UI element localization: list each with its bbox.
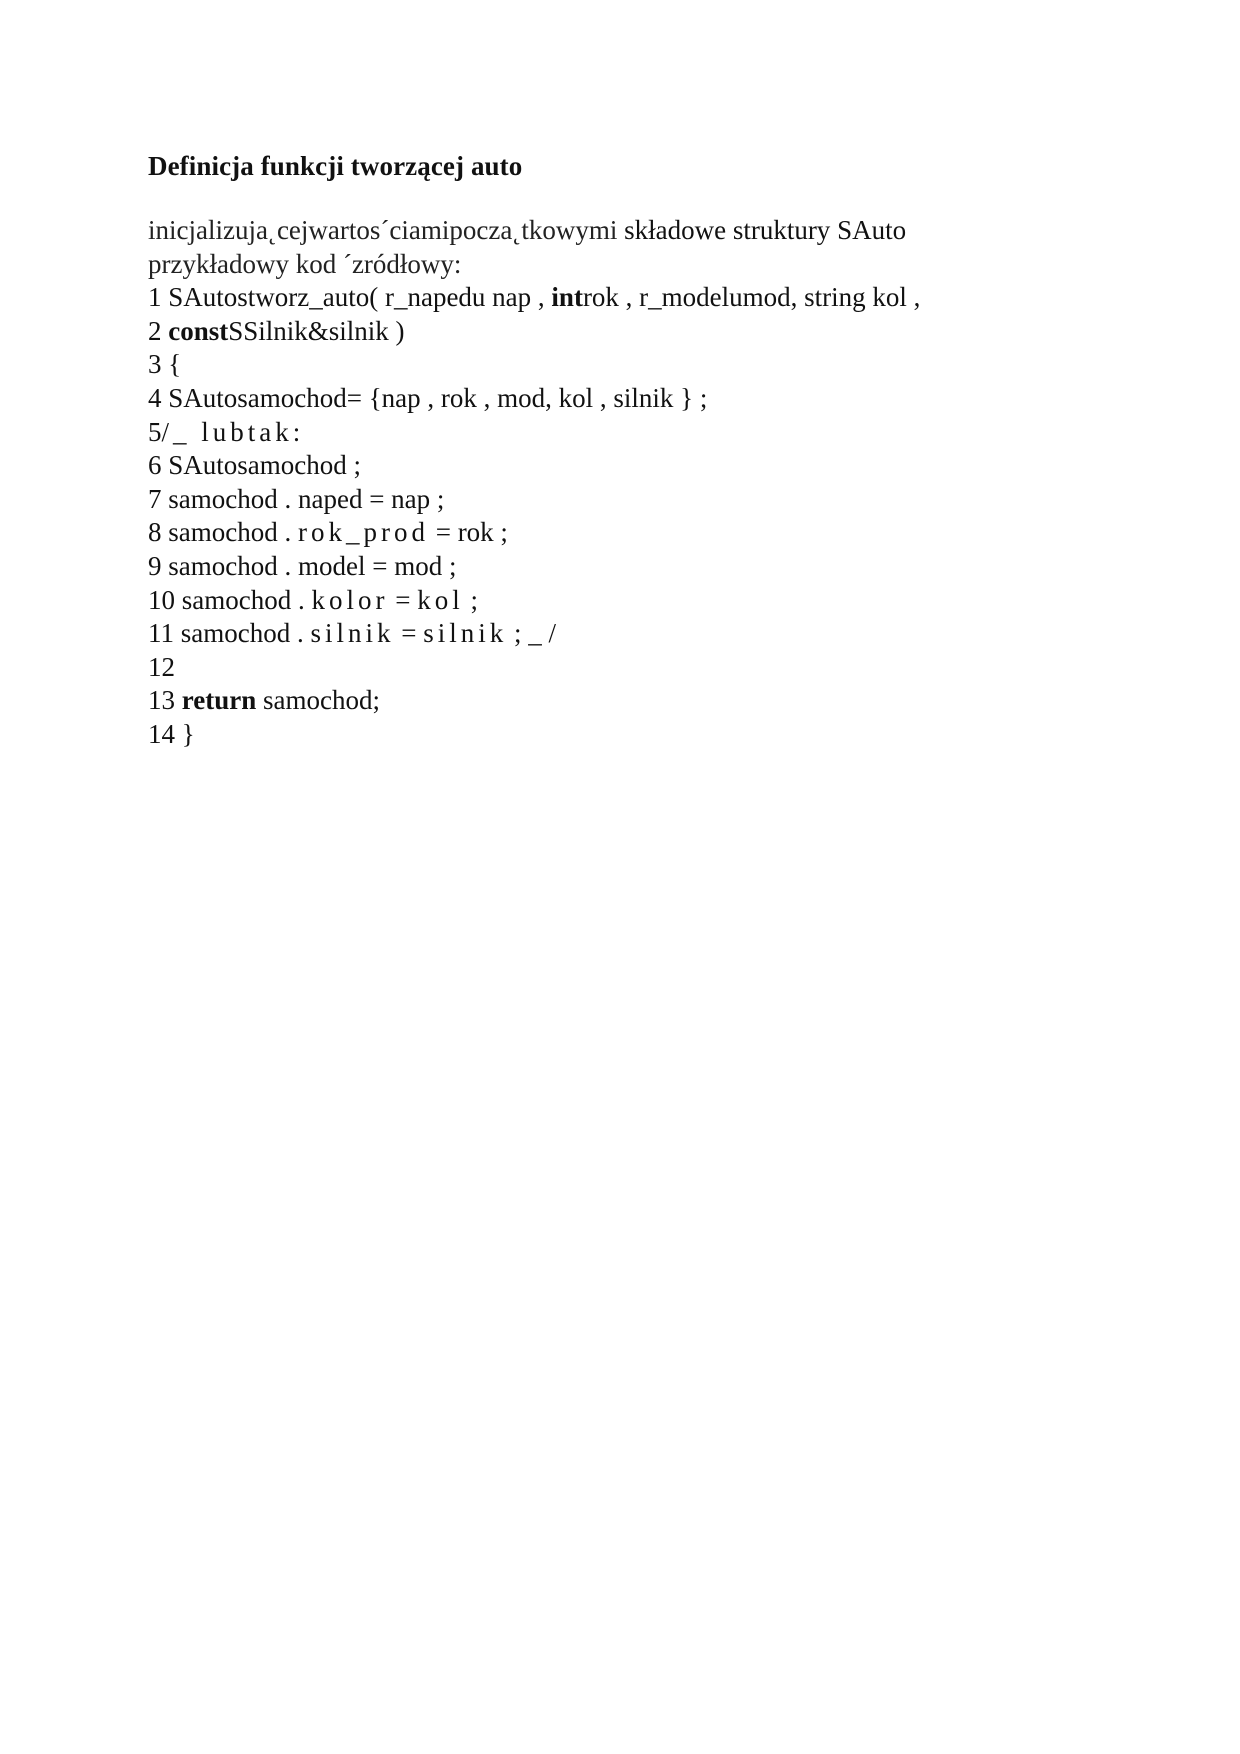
line-number: 12: [148, 651, 175, 682]
intro-text: inicjalizuja: [148, 215, 268, 245]
code-text: rok_prod: [297, 517, 429, 548]
code-text: =: [388, 584, 418, 615]
code-text: {: [161, 349, 182, 380]
code-text: = rok ;: [428, 517, 508, 548]
line-number: 2: [148, 315, 162, 346]
line-number: 7: [148, 483, 162, 514]
code-line: [148, 483, 1148, 517]
code-text: silnik: [310, 618, 395, 649]
line-number: 3: [148, 349, 162, 380]
code-keyword: return: [181, 685, 257, 716]
line-number: 4: [148, 382, 162, 413]
code-line: [148, 416, 1148, 450]
line-number: 6: [148, 450, 162, 481]
code-line: [148, 651, 1148, 685]
code-text: samochod . naped = nap ;: [161, 483, 445, 514]
intro-text: SAuto: [837, 215, 907, 245]
line-number: 5: [148, 416, 162, 447]
code-keyword: const: [168, 315, 229, 346]
document-heading: Definicja funkcji tworzącej auto: [148, 151, 523, 181]
code-text: samochod .: [175, 584, 312, 615]
code-line: [148, 718, 1148, 752]
code-text: kolor: [311, 584, 389, 615]
line-number: 1: [148, 282, 162, 313]
code-text: SSilnik&silnik ): [228, 315, 405, 346]
intro-paragraph: [148, 214, 1148, 281]
document-content: [148, 146, 1148, 752]
intro-text: ˛: [267, 215, 277, 245]
code-text: silnik: [423, 618, 508, 649]
code-text: kol: [417, 584, 464, 615]
intro-text: ˛: [512, 215, 522, 245]
intro-line: [148, 214, 1148, 248]
code-keyword: int: [551, 282, 583, 313]
code-text: SAutosamochod ;: [161, 450, 361, 481]
code-line: [148, 584, 1148, 618]
code-text: samochod .: [161, 517, 298, 548]
intro-line: [148, 248, 1148, 282]
code-line: [148, 281, 1148, 315]
code-line: [148, 550, 1148, 584]
code-text: rok , r_modelumod, string kol ,: [582, 282, 921, 313]
code-line: [148, 348, 1148, 382]
code-text: /_ lubtak:: [161, 416, 305, 447]
code-text: samochod .: [174, 618, 311, 649]
code-line: [148, 382, 1148, 416]
code-text: SAutostworz_auto( r_napedu nap ,: [161, 282, 552, 313]
intro-text: tkowymi: [521, 215, 618, 245]
intro-text: przykładowy kod ´zródłowy:: [148, 248, 462, 279]
code-text: samochod . model = mod ;: [161, 550, 457, 581]
code-listing: [148, 281, 1148, 751]
code-line: [148, 617, 1148, 651]
line-number: 9: [148, 550, 162, 581]
code-line: [148, 449, 1148, 483]
code-text: =: [394, 618, 424, 649]
line-number: 8: [148, 517, 162, 548]
line-number: 10: [148, 584, 175, 615]
intro-text: składowe struktury: [617, 215, 838, 245]
code-line: [148, 684, 1148, 718]
code-text: ; _ /: [507, 618, 557, 649]
line-number: 11: [148, 618, 174, 649]
code-line: [148, 315, 1148, 349]
code-line: [148, 516, 1148, 550]
line-number: 13: [148, 685, 175, 716]
code-text: ;: [463, 584, 478, 615]
intro-text: cejwartos´ciamipocza: [276, 215, 513, 245]
code-text: [175, 685, 182, 715]
code-text: }: [175, 718, 195, 749]
code-text: samochod;: [256, 685, 380, 716]
code-text: SAutosamochod= {nap , rok , mod, kol , silnik } ;: [161, 382, 708, 413]
line-number: 14: [148, 718, 175, 749]
